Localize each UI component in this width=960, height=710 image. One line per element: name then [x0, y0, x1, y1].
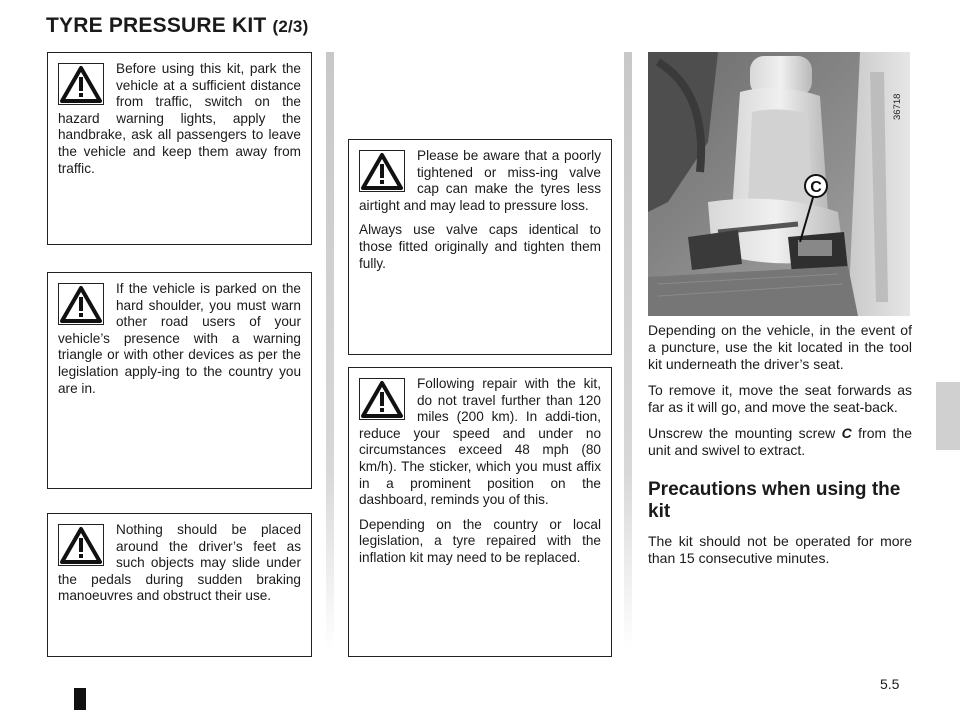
- page-title: [46, 14, 308, 38]
- column-divider: [326, 52, 334, 650]
- warning-box-park-safely: [47, 52, 312, 245]
- warning-triangle-icon: [58, 63, 104, 105]
- warning-triangle-icon: [58, 283, 104, 325]
- callout-label: C: [810, 179, 822, 196]
- warning-text: Before using this kit, park the vehicle at a sufficient distance from traffic, switch on the hazard warning lights, apply the handbrake, ask all passengers to leave the vehicle and keep them away from traffic.: [58, 61, 301, 176]
- paragraph: Depending on the vehicle, in the event of a puncture, use the kit located in the tool kit underneath the driver’s seat.: [648, 322, 912, 372]
- chapter-tab: [936, 382, 960, 450]
- paragraph-text: from the unit and swivel to extract.: [648, 425, 912, 458]
- warning-triangle-icon: [359, 378, 405, 420]
- warning-box-valve-cap: [348, 139, 612, 355]
- warning-box-after-repair: [348, 367, 612, 657]
- warning-text: Always use valve caps identical to those fitted originally and tighten them fully.: [359, 222, 601, 271]
- column-divider: [624, 52, 632, 650]
- warning-text: If the vehicle is parked on the hard shoulder, you must warn other road users of your vehicle’s presence with a warning triangle or with other devices as per the legislation apply-ing to the country you are in.: [58, 281, 301, 396]
- warning-text: Please be aware that a poorly tightened or miss-ing valve cap can make the tyres less airtight and may lead to pressure loss.: [359, 148, 601, 213]
- driver-seat-photo: [648, 52, 910, 316]
- paragraph-text: Unscrew the mounting screw: [648, 425, 842, 441]
- page-title-text: TYRE PRESSURE KIT: [46, 14, 267, 37]
- page-title-part: (2/3): [272, 17, 309, 36]
- paragraph: To remove it, move the seat forwards as far as it will go, and move the seat-back.: [648, 382, 912, 415]
- screw-key: C: [841, 425, 852, 441]
- warning-triangle-icon: [58, 524, 104, 566]
- warning-text: Nothing should be placed around the driver’s feet as such objects may slide under the pedals during sudden braking manoeuvres and obstruct their use.: [58, 522, 301, 604]
- warning-text: Depending on the country or local legislation, a tyre repaired with the inflation kit may need to be replaced.: [359, 516, 601, 565]
- section-heading: Precautions when using the kit: [648, 479, 901, 522]
- warning-box-hard-shoulder: [47, 272, 312, 489]
- warning-triangle-icon: [359, 150, 405, 192]
- right-column-text: [648, 322, 912, 576]
- paragraph: [648, 425, 912, 459]
- paragraph: The kit should not be operated for more than 15 consecutive minutes.: [648, 533, 912, 566]
- page-number: 5.5: [880, 676, 900, 692]
- warning-text: Following repair with the kit, do not travel further than 120 miles (200 km). In addi-tion, reduce your speed and under no circumstances exceed 48 mph (80 km/h). The sticker, which you must affix in a prominent position on the dashboard, reminds you of this.: [359, 376, 601, 508]
- warning-box-driver-feet: [47, 513, 312, 657]
- figure-ref-number: 36718: [892, 93, 903, 120]
- corner-mark: [74, 688, 86, 710]
